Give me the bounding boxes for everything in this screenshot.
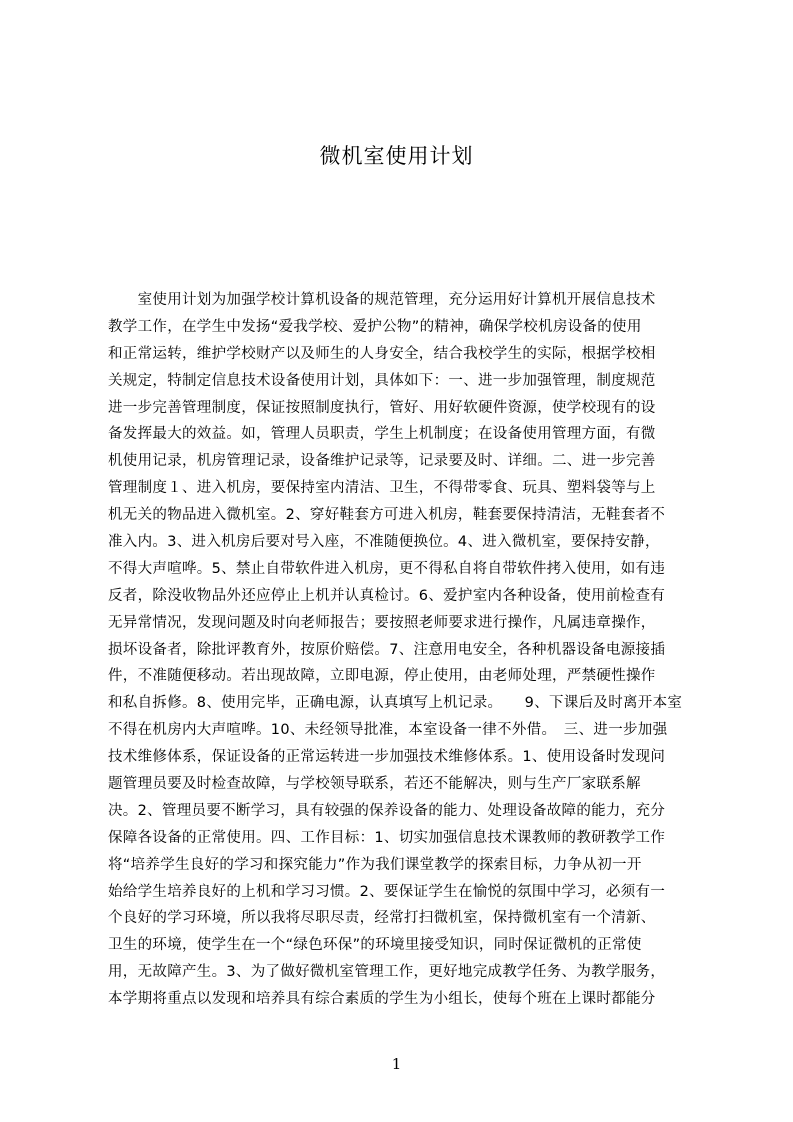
body-line: 和私自拆修。8、使用完毕，正确电源，认真填写上机记录。 9、下课后及时离开本室 bbox=[108, 695, 683, 712]
body-line: 个良好的学习环境，所以我将尽职尽责，经常打扫微机室，保持微机室有一个清新、 bbox=[108, 910, 656, 927]
body-line: 反者，除没收物品外还应停止上机并认真检讨。6、爱护室内各种设备，使用前检查有 bbox=[108, 587, 666, 604]
body-line: 备发挥最大的效益。如，管理人员职责，学生上机制度；在设备使用管理方面，有微 bbox=[108, 426, 656, 443]
page-number: 1 bbox=[391, 1055, 402, 1073]
body-line: 教学工作，在学生中发扬“爱我学校、爱护公物”的精神，确保学校机房设备的使用 bbox=[108, 318, 642, 335]
body-line: 管理制度１、进入机房，要保持室内清洁、卫生，不得带零食、玩具、塑料袋等与上 bbox=[108, 480, 656, 497]
body-line: 决。2、管理员要不断学习，具有较强的保养设备的能力、处理设备故障的能力，充分 bbox=[108, 802, 666, 819]
body-line: 题管理员要及时检查故障，与学校领导联系，若还不能解决，则与生产厂家联系解 bbox=[108, 776, 641, 793]
body-line: 无异常情况，发现问题及时向老师报告；要按照老师要求进行操作，凡属违章操作， bbox=[108, 614, 656, 631]
body-line: 机无关的物品进入微机室。2、穿好鞋套方可进入机房，鞋套要保持清洁，无鞋套者不 bbox=[108, 507, 666, 524]
body-line: 本学期将重点以发现和培养具有综合素质的学生为小组长，使每个班在上课时都能分 bbox=[108, 991, 656, 1008]
body-line: 进一步完善管理制度，保证按照制度执行，管好、用好软硬件资源，使学校现有的设 bbox=[108, 399, 656, 416]
body-line: 始给学生培养良好的上机和学习习惯。2、要保证学生在愉悦的氛围中学习，必须有一 bbox=[108, 883, 666, 900]
body-line: 损坏设备者，除批评教育外，按原价赔偿。7、注意用电安全，各种机器设备电源接插 bbox=[108, 641, 666, 658]
body-line: 卫生的环境，使学生在一个“绿色环保”的环境里接受知识，同时保证微机的正常使 bbox=[108, 937, 642, 954]
body-line: 技术维修体系，保证设备的正常运转进一步加强技术维修体系。1、使用设备时发现问 bbox=[108, 749, 666, 766]
body-line: 和正常运转，维护学校财产以及师生的人身安全，结合我校学生的实际，根据学校相 bbox=[108, 345, 656, 362]
body-line: 不得在机房内大声喧哗。10、未经领导批准，本室设备一律不外借。 三、进一步加强 bbox=[108, 722, 668, 739]
body-line: 不得大声喧哗。5、禁止自带软件进入机房，更不得私自将自带软件拷入使用，如有违 bbox=[108, 560, 666, 577]
body-line: 保障各设备的正常使用。四、工作目标：1、切实加强信息技术课教师的教研教学工作 bbox=[108, 829, 666, 846]
body-line: 用，无故障产生。3、为了做好微机室管理工作，更好地完成教学任务、为教学服务， bbox=[108, 964, 666, 981]
document-body bbox=[108, 287, 698, 1013]
body-line: 将“培养学生良好的学习和探究能力”作为我们课堂教学的探索目标，力争从初一开 bbox=[108, 856, 642, 873]
body-line: 关规定，特制定信息技术设备使用计划，具体如下：一、进一步加强管理，制度规范 bbox=[108, 372, 656, 389]
body-line: 件，不准随便移动。若出现故障，立即电源，停止使用，由老师处理，严禁硬性操作 bbox=[108, 668, 656, 685]
body-line: 准入内。3、进入机房后要对号入座，不准随便换位。4、进入微机室，要保持安静， bbox=[108, 534, 660, 551]
document-title: 微机室使用计划 bbox=[319, 144, 474, 168]
body-line: 室使用计划为加强学校计算机设备的规范管理，充分运用好计算机开展信息技术 bbox=[108, 292, 656, 308]
body-line: 机使用记录，机房管理记录，设备维护记录等，记录要及时、详细。二、进一步完善 bbox=[108, 453, 656, 470]
